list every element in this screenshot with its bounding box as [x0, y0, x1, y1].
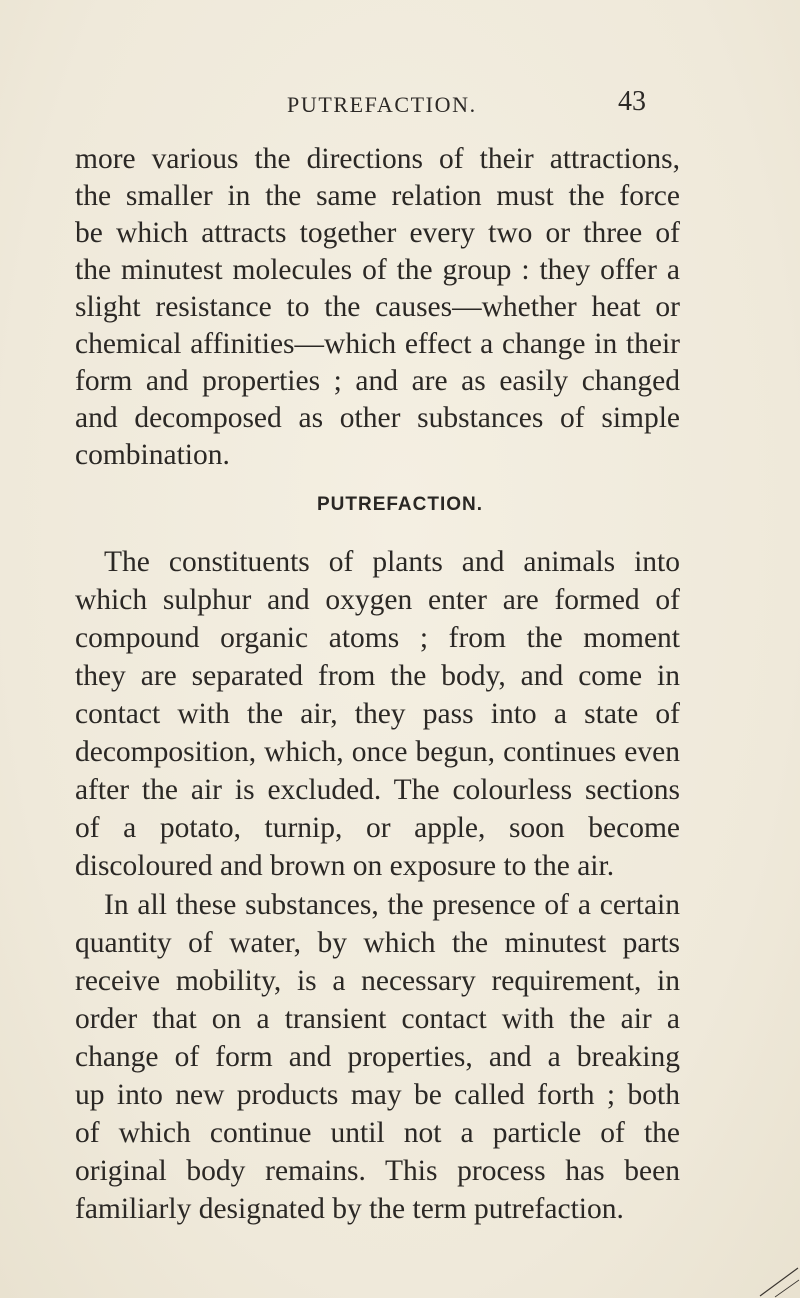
text-line: the smaller in the same relation must the force [75, 180, 680, 212]
running-title: PUTREFACTION. [287, 92, 477, 117]
text-line: discoloured and brown on exposure to the air. [75, 850, 615, 882]
text-line: which sulphur and oxygen enter are formed of [75, 584, 680, 616]
text-line: more various the directions of their attractions, [75, 143, 680, 175]
text-line: they are separated from the body, and come in [75, 660, 680, 692]
text-line: In all these substances, the presence of a certain [104, 889, 680, 921]
text-line: change of form and properties, and a breaking [75, 1041, 680, 1073]
text-line: after the air is excluded. The colourless sections [75, 774, 680, 806]
text-line: receive mobility, is a necessary requirement, in [75, 965, 680, 997]
text-line: familiarly designated by the term putrefaction. [75, 1193, 624, 1225]
page-corner-mark [720, 1238, 800, 1298]
text-line: and decomposed as other substances of simple [75, 402, 680, 434]
text-line: the minutest molecules of the group : they offer a [75, 254, 680, 286]
running-head [0, 86, 800, 126]
text-line: of a potato, turnip, or apple, soon become [75, 812, 680, 844]
text-line: slight resistance to the causes—whether heat or [75, 291, 680, 323]
corner-stroke [760, 1268, 798, 1296]
text-line: of which continue until not a particle of the [75, 1117, 680, 1149]
text-line: order that on a transient contact with the air a [75, 1003, 680, 1035]
text-line: quantity of water, by which the minutest parts [75, 927, 680, 959]
text-line: combination. [75, 439, 230, 471]
text-line: decomposition, which, once begun, continues even [75, 736, 680, 768]
text-line: form and properties ; and are as easily changed [75, 365, 680, 397]
text-line: original body remains. This process has been [75, 1155, 680, 1187]
section-heading: PUTREFACTION. [316, 494, 484, 515]
text-line: contact with the air, they pass into a state of [75, 698, 680, 730]
text-line: compound organic atoms ; from the moment [75, 622, 680, 654]
text-line: chemical affinities—which effect a change in their [75, 328, 680, 360]
text-line: up into new products may be called forth ; both [75, 1079, 680, 1111]
page-number: 43 [618, 86, 646, 117]
text-line: The constituents of plants and animals into [104, 546, 680, 578]
text-line: be which attracts together every two or three of [75, 217, 680, 249]
